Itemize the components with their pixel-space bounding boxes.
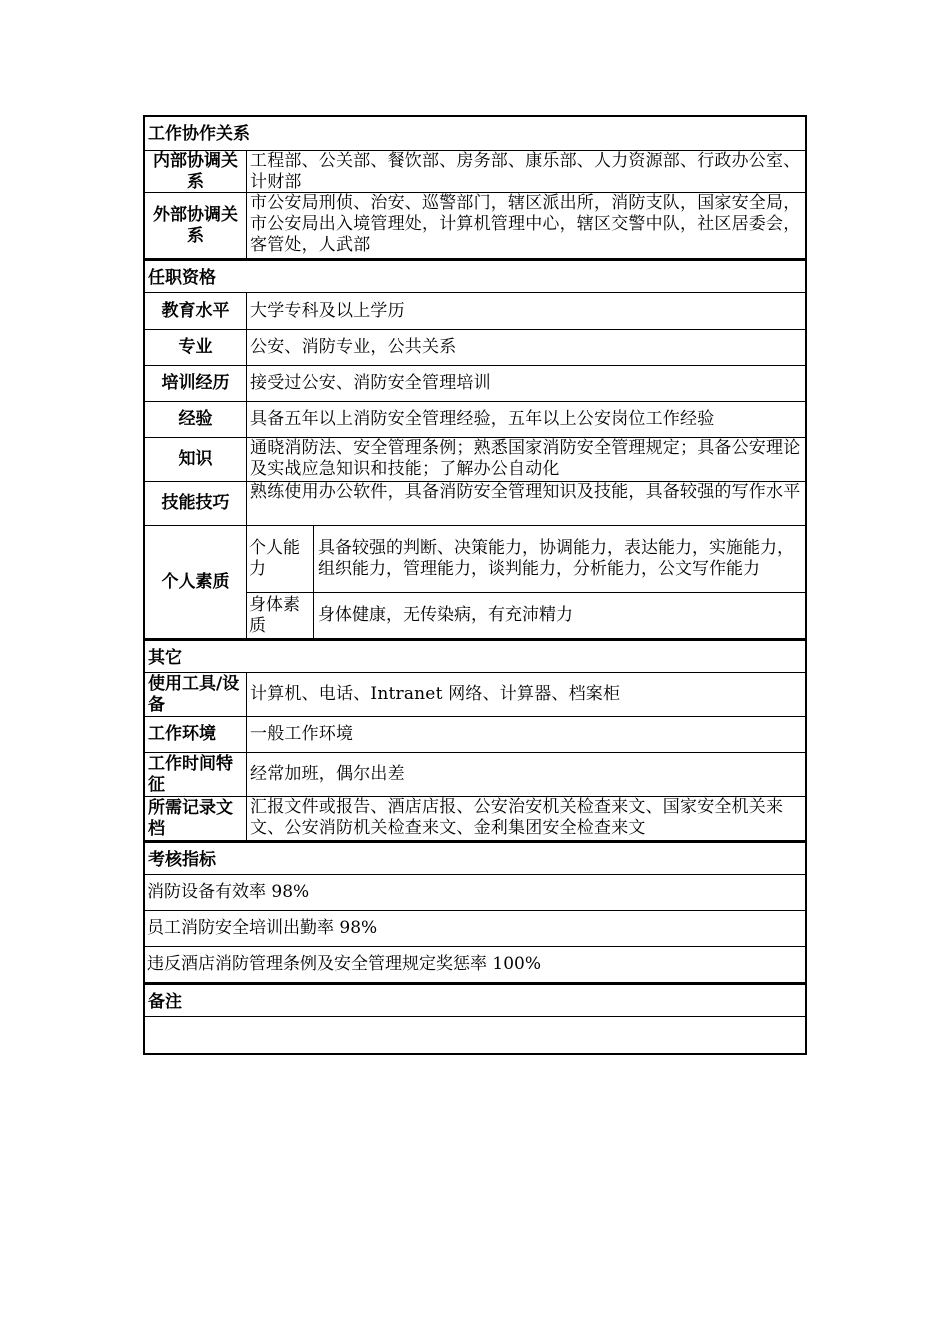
label-personal-qualities: 个人素质 [145,526,247,638]
row-environment [145,717,805,753]
value-external-coordination: 市公安局刑侦、治安、巡警部门，辖区派出所，消防支队，国家安全局，市公安局出入境管理处，计算机管理中心，辖区交警中队，社区居委会，客管处，人武部 [250,193,801,255]
row-physical-quality [247,592,805,638]
row-personal-qualities [145,526,805,639]
section-title-kpi: 考核指标 [145,841,805,875]
row-records [145,797,805,841]
label-personal-ability: 个人能力 [247,526,314,592]
value-work-hours: 经常加班，偶尔出差 [250,764,405,784]
value-education: 大学专科及以上学历 [250,300,405,321]
label-environment: 工作环境 [145,717,247,752]
row-education [145,293,805,330]
label-skills: 技能技巧 [145,482,247,525]
remarks-content [145,1017,805,1053]
label-physical-quality: 身体素质 [247,593,314,638]
section-title-other: 其它 [145,639,805,673]
value-training: 接受过公安、消防安全管理培训 [250,373,491,393]
row-internal-coordination [145,151,805,193]
section-title-coordination: 工作协作关系 [145,117,805,151]
label-external-coordination: 外部协调关系 [145,193,247,258]
label-work-hours: 工作时间特征 [145,753,247,796]
label-knowledge: 知识 [145,438,247,481]
value-skills: 熟练使用办公软件，具备消防安全管理知识及技能，具备较强的写作水平 [250,482,801,502]
value-personal-ability: 具备较强的判断、决策能力，协调能力，表达能力，实施能力，组织能力，管理能力，谈判能力，分析能力，公文写作能力 [318,538,794,579]
value-environment: 一般工作环境 [250,724,354,744]
kpi-item: 消防设备有效率 98% [145,875,805,911]
label-education: 教育水平 [145,293,247,329]
kpi-item: 员工消防安全培训出勤率 98% [145,911,805,947]
value-experience: 具备五年以上消防安全管理经验，五年以上公安岗位工作经验 [250,409,715,429]
label-experience: 经验 [145,402,247,437]
personal-qualities-subtable [247,526,805,638]
kpi-item: 违反酒店消防管理条例及安全管理规定奖惩率 100% [145,947,805,983]
row-external-coordination [145,193,805,259]
row-skills [145,482,805,526]
section-title-remarks: 备注 [145,983,805,1017]
label-major: 专业 [145,330,247,365]
value-physical-quality: 身体健康，无传染病，有充沛精力 [318,605,573,625]
row-experience [145,402,805,438]
value-internal-coordination: 工程部、公关部、餐饮部、房务部、康乐部、人力资源部、行政办公室、计财部 [250,151,801,192]
label-training: 培训经历 [145,366,247,401]
job-description-table [143,115,807,1055]
label-internal-coordination: 内部协调关系 [145,151,247,192]
label-tools: 使用工具/设备 [145,673,247,716]
section-title-qualifications: 任职资格 [145,259,805,293]
value-major: 公安、消防专业，公共关系 [250,337,457,357]
row-tools [145,673,805,717]
row-personal-ability [247,526,805,592]
value-knowledge: 通晓消防法、安全管理条例；熟悉国家消防安全管理规定；具备公安理论及实战应急知识和技能；了解办公自动化 [250,438,801,479]
row-major [145,330,805,366]
value-tools: 计算机、电话、Intranet 网络、计算器、档案柜 [250,684,621,704]
row-knowledge [145,438,805,482]
label-records: 所需记录文档 [145,797,247,840]
value-records: 汇报文件或报告、酒店店报、公安治安机关检查来文、国家安全机关来文、公安消防机关检查来文、金利集团安全检查来文 [250,797,784,838]
row-training [145,366,805,402]
row-work-hours [145,753,805,797]
